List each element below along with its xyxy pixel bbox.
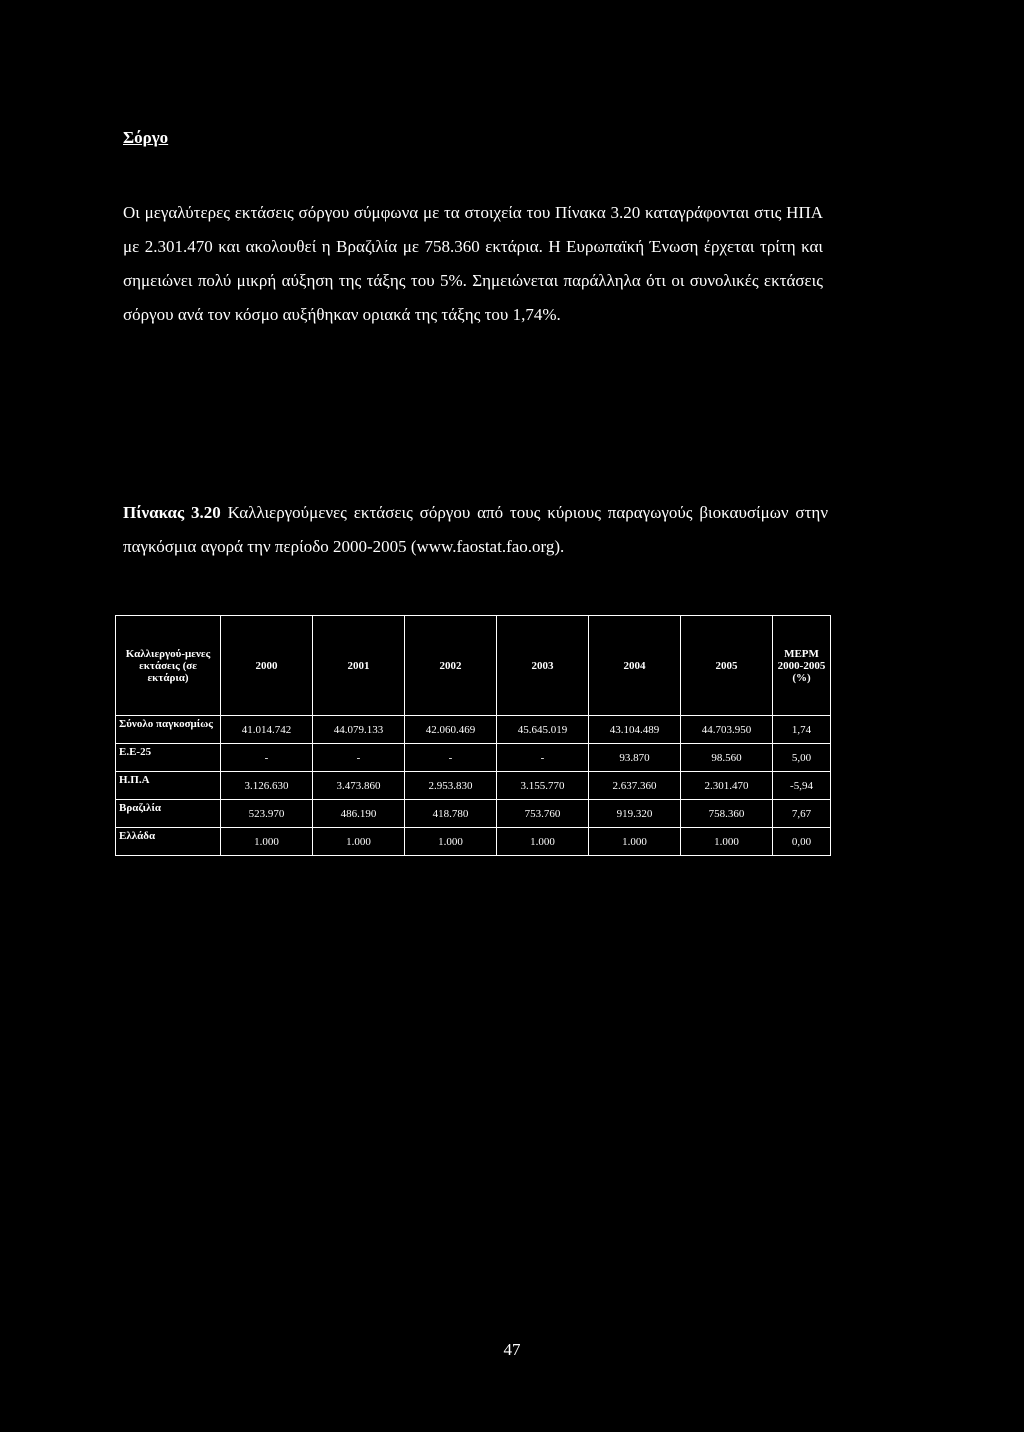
table-cell: 3.155.770 <box>497 772 589 800</box>
table-cell: 41.014.742 <box>221 716 313 744</box>
table-row <box>116 772 831 800</box>
table-cell: -5,94 <box>773 772 831 800</box>
table-cell: 45.645.019 <box>497 716 589 744</box>
row-label: Βραζιλία <box>116 800 221 828</box>
table-cell: - <box>405 744 497 772</box>
table-header-row <box>116 616 831 716</box>
table-cell: 1.000 <box>681 828 773 856</box>
table-row <box>116 744 831 772</box>
header-cell: Καλλιεργού-μενες εκτάσεις (σε εκτάρια) <box>116 616 221 716</box>
table-cell: 2.301.470 <box>681 772 773 800</box>
table-cell: 1.000 <box>497 828 589 856</box>
table-cell: 1.000 <box>221 828 313 856</box>
header-cell: 2003 <box>497 616 589 716</box>
table-cell: 1.000 <box>589 828 681 856</box>
table-cell: 93.870 <box>589 744 681 772</box>
table-cell: 42.060.469 <box>405 716 497 744</box>
row-label: Σύνολο παγκοσμίως <box>116 716 221 744</box>
table-cell: 486.190 <box>313 800 405 828</box>
table-cell: 5,00 <box>773 744 831 772</box>
header-cell: 2002 <box>405 616 497 716</box>
body-paragraph: Οι μεγαλύτερες εκτάσεις σόργου σύμφωνα με τα στοιχεία του Πίνακα 3.20 καταγράφονται στις ΗΠΑ με 2.301.470 και ακολουθεί η Βραζιλία με 758.360 εκτάρια. Η Ευρωπαϊκή Ένωση έρχεται τρίτη και σημειώνει πολύ μικρή αύξηση της τάξης του 5%. Σημειώνεται παράλληλα ότι οι συνολικές εκτάσεις σόργου ανά τον κόσμο αυξήθηκαν οριακά της τάξης του 1,74%. <box>123 203 823 324</box>
table-caption-text: Καλλιεργούμενες εκτάσεις σόργου από τους κύριους παραγωγούς βιοκαυσίμων στην παγκόσμια αγορά την περίοδο 2000-2005 (www.faostat.fao.org). <box>123 503 829 556</box>
row-label: Η.Π.Α <box>116 772 221 800</box>
table-caption-label: Πίνακας 3.20 <box>123 503 221 522</box>
header-cell: 2005 <box>681 616 773 716</box>
header-cell: ΜΕΡΜ 2000-2005 (%) <box>773 616 831 716</box>
table-cell: 2.637.360 <box>589 772 681 800</box>
row-label: Ε.Ε-25 <box>116 744 221 772</box>
table-row <box>116 828 831 856</box>
table-cell: 919.320 <box>589 800 681 828</box>
table-cell: 3.473.860 <box>313 772 405 800</box>
table-row <box>116 800 831 828</box>
table-row <box>116 716 831 744</box>
table-cell: 523.970 <box>221 800 313 828</box>
table-cell: 418.780 <box>405 800 497 828</box>
table-cell: 43.104.489 <box>589 716 681 744</box>
table-cell: 3.126.630 <box>221 772 313 800</box>
table-cell: 44.079.133 <box>313 716 405 744</box>
table-cell: 7,67 <box>773 800 831 828</box>
header-cell: 2000 <box>221 616 313 716</box>
table-cell: 1.000 <box>405 828 497 856</box>
table-cell: - <box>497 744 589 772</box>
table-cell: 753.760 <box>497 800 589 828</box>
table-cell: 0,00 <box>773 828 831 856</box>
table-cell: 1.000 <box>313 828 405 856</box>
table-cell: 758.360 <box>681 800 773 828</box>
table-cell: - <box>313 744 405 772</box>
sorghum-area-table <box>115 615 831 856</box>
section-heading: Σόργο <box>123 128 169 147</box>
table-cell: - <box>221 744 313 772</box>
table-caption <box>123 496 828 564</box>
table-cell: 1,74 <box>773 716 831 744</box>
page-number: 47 <box>503 1340 521 1359</box>
table-cell: 2.953.830 <box>405 772 497 800</box>
header-cell: 2004 <box>589 616 681 716</box>
table-cell: 44.703.950 <box>681 716 773 744</box>
table-cell: 98.560 <box>681 744 773 772</box>
row-label: Ελλάδα <box>116 828 221 856</box>
header-cell: 2001 <box>313 616 405 716</box>
